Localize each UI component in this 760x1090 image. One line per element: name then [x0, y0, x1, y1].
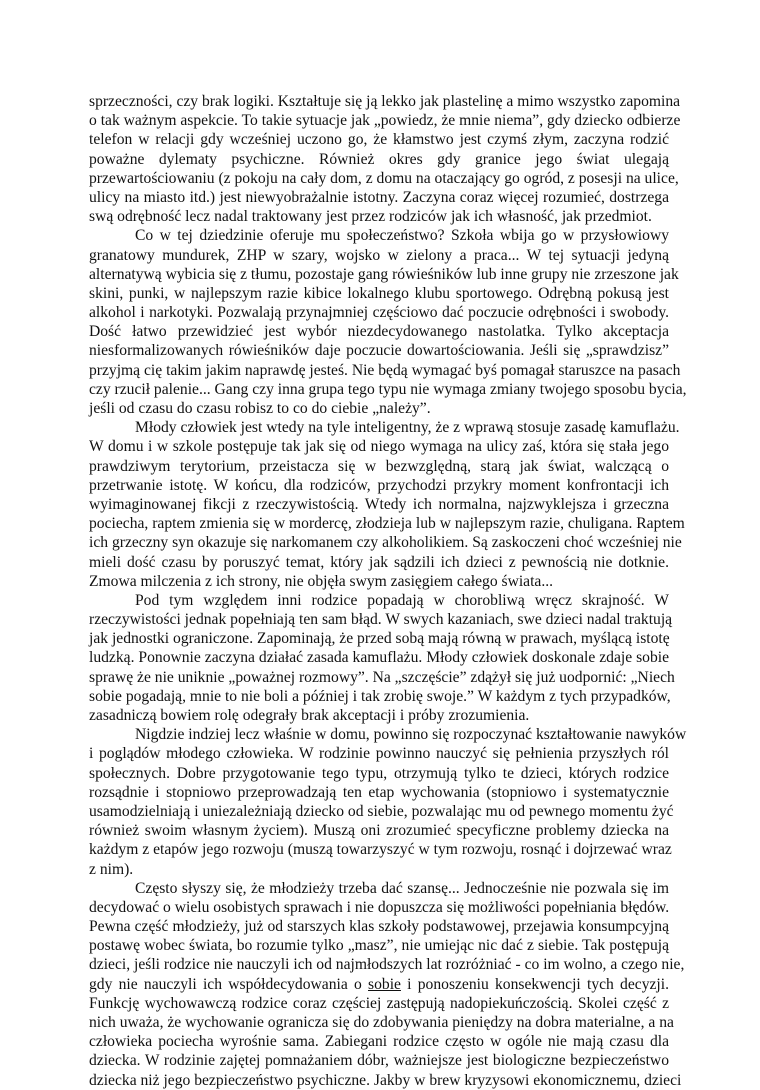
text-line: Funkcję wychowawczą rodzice coraz częściej zastępują nadopiekuńczością. Skolei część z: [89, 994, 669, 1012]
text-line: dziecka. W rodzinie zajętej pomnażaniem dóbr, ważniejsze jest biologiczne bezpieczeństwo: [89, 1052, 669, 1070]
text-line: skini, punki, w najlepszym razie kibice lokalnego klubu sportowego. Odrębną pokusą jest: [89, 284, 669, 302]
text-fragment: i ponoszeniu konsekwencji tych decyzji.: [400, 975, 669, 993]
paragraph-3: [89, 418, 685, 591]
text-line: przetrwanie istotę. W końcu, dla rodziców, przychodzi przykry moment konfrontacji ich: [89, 476, 669, 494]
text-line: Dość łatwo przewidzieć jest wybór niezdecydowanego nastolatka. Tylko akceptacja: [89, 323, 669, 341]
text-line: rzeczywistości jednak popełniają ten sam błąd. W swych kazaniach, swe dzieci nadal traktują: [89, 611, 673, 629]
text-line: Nigdzie indziej lecz właśnie w domu, powinno się rozpoczynać kształtowanie nawyków: [135, 726, 687, 744]
paragraph-2: [89, 226, 687, 418]
text-line: telefon w relacji gdy wcześniej uczono go, że kłamstwo jest czymś złym, zaczyna rodzić: [89, 131, 669, 149]
text-line: ich grzeczny syn okazuje się narkomanem czy alkoholikiem. Są zaskoczeni choć wcześniej nie: [89, 534, 682, 552]
text-line: ulicy na miasto itd.) jest niewyobrażalnie istotny. Zaczyna coraz więcej rozumieć, dostrzega: [89, 188, 669, 206]
text-line: i poglądów młodego człowieka. W rodzinie powinno nauczyć się pełnienia przyszłych ról: [89, 745, 669, 763]
text-line: jeśli od czasu do czasu robisz to co do ciebie „należy”.: [89, 400, 431, 417]
text-line: rozsądnie i stopniowo przeprowadzają ten etap wychowania (stopniowo i systematycznie: [89, 783, 669, 801]
text-line: usamodzielniają i uniezależniają dziecko od siebie, pozwalając mu od pewnego momentu żyć: [89, 802, 674, 820]
text-line: Pewna część młodzieży, już od starszych klas szkoły podstawowej, przejawia konsumpcyjną: [89, 918, 669, 936]
text-line: alkohol i narkotyki. Pozwalają przynajmniej częściowo dać poczucie odrębności i swobody.: [89, 304, 669, 322]
text-line: sobie pogadają, mnie to nie boli a później i tak zrobię swoje.” W każdym z tych przypadków,: [89, 687, 671, 705]
text-line: o tak ważnym aspekcie. To takie sytuacje jak „powiedz, że mnie niema”, gdy dziecko odbierze: [89, 112, 681, 130]
text-line: Często słyszy się, że młodzieży trzeba dać szansę... Jednocześnie nie pozwala się im: [135, 879, 669, 897]
paragraph-4: [89, 591, 675, 725]
text-line: Pod tym względem inni rodzice popadają w chorobliwą wręcz skrajność. W: [135, 591, 669, 609]
text-line: granatowy mundurek, ZHP w szary, wojsko w zielony a praca... W tej sytuacji jedyną: [89, 246, 669, 264]
underlined-word: sobie: [368, 975, 401, 993]
text-line: każdym z etapów jego rozwoju (muszą towarzyszyć w tym rozwoju, rosnąć i dojrzewać wraz: [89, 841, 672, 859]
text-line: nich uważa, że wychowanie ogranicza się do zdobywania pieniędzy na dobra materialne, a na: [89, 1014, 674, 1031]
text-line: Co w tej dziedzinie oferuje mu społeczeństwo? Szkoła wbija go w przysłowiowy: [135, 227, 669, 245]
document-page: [89, 92, 687, 1090]
text-fragment: gdy nie nauczyli ich współdecydowania o: [89, 975, 362, 993]
text-line: przyjmą cię takim jakim naprawdę jesteś. Nie będą wymagać byś pomagał staruszce na pasach: [89, 361, 681, 379]
text-line: jak jednostki ograniczone. Zapominają, że przed sobą mają równą w prawach, myślącą istotę: [89, 630, 670, 648]
text-line-with-underline: [89, 975, 669, 994]
text-line: pociecha, raptem zmienia się w mordercę, złodzieja lub w najlepszym razie, chuligana. Raptem: [89, 515, 685, 533]
paragraph-1: [89, 92, 681, 226]
text-line: swą odrębność lecz nadal traktowany jest przez rodziców jak ich własność, jak przedmiot.: [89, 208, 652, 226]
text-line: zasadniczą bowiem rolę odegrały brak akceptacji i próby zrozumienia.: [89, 707, 530, 724]
text-line: człowieka pociecha wyrośnie sama. Zabiegani rodzice często w ogóle nie mają czasu dla: [89, 1033, 669, 1051]
text-line: z nim).: [89, 860, 134, 878]
text-line: dziecka niż jego bezpieczeństwo psychiczne. Jakby w brew kryzysowi ekonomicznemu, dzieci: [89, 1071, 682, 1089]
text-line: decydować o wielu osobistych sprawach i nie dopuszcza się możliwości popełniania błędów.: [89, 898, 670, 916]
text-line: Zmowa milczenia z ich strony, nie objęła swym zasięgiem całego świata...: [89, 572, 554, 590]
text-line: niesformalizowanych rówieśników daje poczucie dowartościowania. Jeśli się „sprawdzisz”: [89, 342, 669, 360]
text-line: czy rzucił palenie... Gang czy inna grupa tego typu nie wymaga zmiany twojego sposobu bycia,: [89, 380, 687, 398]
text-line: przewartościowaniu (z pokoju na cały dom, z domu na otaczający go ogród, z posesji na ulice,: [89, 169, 679, 187]
text-line: Młody człowiek jest wtedy na tyle inteligentny, że z wprawą stosuje zasadę kamuflażu.: [135, 419, 680, 437]
paragraph-5: [89, 725, 687, 879]
text-line: dzieci, jeśli rodzice nie nauczyli ich od najmłodszych lat rozróżniać - co im wolno, a czego nie,: [89, 956, 685, 974]
text-line: wyimaginowanej fikcji z rzeczywistością. Wtedy ich normalna, najzwyklejsza i grzeczna: [89, 495, 669, 513]
text-line: ludzką. Ponownie zaczyna działać zasada kamuflażu. Młody człowiek doskonale zdaje sobie: [89, 649, 669, 667]
text-line: sprzeczności, czy brak logiki. Kształtuje się ją lekko jak plastelinę a mimo wszystko zapomina: [89, 93, 681, 110]
paragraph-6: [89, 879, 685, 1090]
text-line: sprawę że nie uniknie „poważnej rozmowy”. Na „szczęście” zdążył się już uodpornić: „Niech: [89, 668, 675, 686]
text-line: prawdziwym terytorium, przeistacza się w bezwzględną, starą jak świat, walczącą o: [89, 457, 669, 475]
text-line: społecznych. Dobre przygotowanie tego typu, otrzymują tylko te dzieci, których rodzice: [89, 764, 669, 782]
text-line: mieli dość czasu by poruszyć temat, który jak sądzili ich dzieci z pewnością nie dotknie.: [89, 553, 669, 571]
text-line: alternatywą wybicia się z tłumu, pozostaje gang rówieśników lub inne grupy nie zrzeszone jak: [89, 265, 679, 283]
text-line: również swoim własnym życiem). Muszą oni zrozumieć specyficzne problemy dziecka na: [89, 822, 669, 840]
text-line: postawę wobec świata, bo rozumie tylko „masz”, nie umiejąc nic dać z siebie. Tak postępują: [89, 937, 669, 955]
text-line: poważne dylematy psychiczne. Również okres gdy granice jego świat ulegają: [89, 150, 669, 168]
text-line: W domu i w szkole postępuje tak jak się od niego wymaga na ulicy zaś, która się stała jego: [89, 438, 669, 456]
